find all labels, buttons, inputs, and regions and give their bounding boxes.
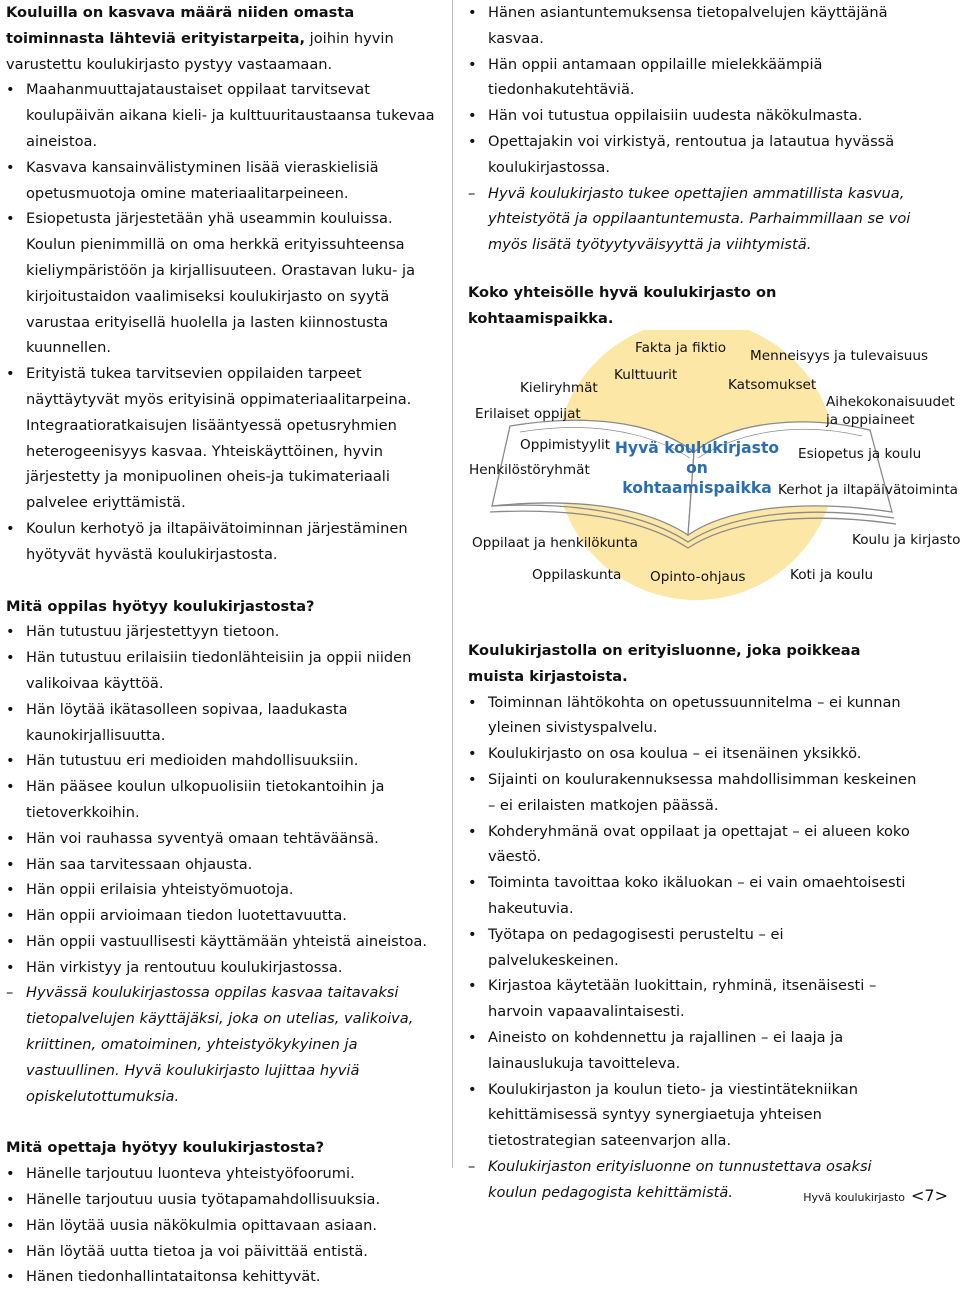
teacher-benefits-list [6, 1161, 444, 1290]
list-item: • Hän löytää ikätasolleen sopivaa, laadukasta kaunokirjallisuutta. [6, 697, 444, 749]
list-item: • Hän oppii antamaan oppilaille mielekkäämpiä tiedonhakutehtäviä. [468, 52, 918, 104]
footer-title: Hyvä koulukirjasto [803, 1191, 905, 1204]
list-item: • Erityistä tukea tarvitsevien oppilaiden tarpeet näyttäytyvät myös erityisinä oppimateriaalitarpeina. Integraatioratkaisujen lisääntyessä opetusryhmien heterogeenisyys kasvaa. Yhteiskäyttöinen, hyvin järjestetty ja monipuolinen oheis-ja tukimateriaali palvelee eriyttämistä. [6, 361, 444, 516]
list-item: • Hänelle tarjoutuu uusia työtapamahdollisuuksia. [6, 1187, 444, 1213]
label-kieliryhmat: Kieliryhmät [520, 380, 598, 396]
special-heading: Koulukirjastolla on erityisluonne, joka poikkeaa muista kirjastoista. [468, 642, 861, 685]
label-katsomukset: Katsomukset [728, 377, 817, 393]
list-item: • Hän pääsee koulun ulkopuolisiin tietokantoihin ja tietoverkkoihin. [6, 774, 444, 826]
teacher-heading: Mitä opettaja hyötyy koulukirjastosta? [6, 1139, 325, 1157]
list-item: • Hän tutustuu järjestettyyn tietoon. [6, 619, 444, 645]
list-item: • Hänen tiedonhallintataitonsa kehittyvät. [6, 1264, 444, 1290]
label-koti: Koti ja koulu [790, 567, 874, 583]
label-oppiaineet: ja oppiaineet [826, 412, 915, 428]
column-divider [452, 0, 453, 1168]
label-oppilaat: Oppilaat ja henkilökunta [472, 535, 638, 551]
list-item: • Hän tutustuu eri medioiden mahdollisuuksiin. [6, 748, 444, 774]
label-kerhot: Kerhot ja iltapäivätoiminta [778, 482, 959, 498]
list-item: • Koulun kerhotyö ja iltapäivätoiminnan järjestäminen hyötyvät hyvästä koulukirjastosta. [6, 516, 444, 568]
intro-paragraph [6, 0, 444, 77]
right-column-top [468, 0, 918, 332]
list-item: • Hän voi rauhassa syventyä omaan tehtäväänsä. [6, 826, 444, 852]
list-item: • Hän tutustuu erilaisiin tiedonlähteisiin ja oppii niiden valikoivaa käyttöä. [6, 645, 444, 697]
list-item: • Toiminta tavoittaa koko ikäluokan – ei vain omaehtoisesti hakeutuvia. [468, 870, 918, 922]
teacher-summary: – Hyvä koulukirjasto tukee opettajien ammatillista kasvua, yhteistyötä ja oppilaantuntemusta. Parhaimmillaan se voi myös lisätä työtyytyväisyyttä ja viihtymistä. [468, 181, 918, 258]
label-kulttuurit: Kulttuurit [614, 367, 678, 383]
list-item: • Sijainti on koulurakennuksessa mahdollisimman keskeinen – ei erilaisten matkojen päässä. [468, 767, 918, 819]
pupil-heading: Mitä oppilas hyötyy koulukirjastosta? [6, 597, 315, 615]
list-item: • Esiopetusta järjestetään yhä useammin kouluissa. Koulun pienimmillä on oma herkkä erityissuhteensa kieliympäristöön ja kirjallisuuteen. Orastavan luku- ja kirjoitustaidon vaalimiseksi koulukirjasto on syytä varustaa erityisellä huolella ja lasten kiinnostusta kuunnellen. [6, 206, 444, 361]
label-erilaiset: Erilaiset oppijat [475, 406, 581, 422]
label-henkilosto: Henkilöstöryhmät [469, 462, 590, 478]
list-item: • Hän oppii arvioimaan tiedon luotettavuutta. [6, 903, 444, 929]
list-item: • Työtapa on pedagogisesti perusteltu – ei palvelukeskeinen. [468, 922, 918, 974]
label-menneisyys: Menneisyys ja tulevaisuus [750, 348, 929, 364]
list-item: • Koulukirjaston ja koulun tieto- ja viestintätekniikan kehittämisessä syntyy synergiaetuja yhteisen tietostrategian sateenvarjon alla. [468, 1077, 918, 1154]
list-item: • Hän voi tutustua oppilaisiin uudesta näkökulmasta. [468, 103, 918, 129]
list-item: • Opettajakin voi virkistyä, rentoutua ja latautua hyvässä koulukirjastossa. [468, 129, 918, 181]
list-item: • Maahanmuuttajataustaiset oppilaat tarvitsevat koulupäivän aikana kieli- ja kulttuuritaustaansa tukevaa aineistoa. [6, 77, 444, 154]
right-column-bottom [468, 638, 918, 1206]
diagram-heading: Koko yhteisölle hyvä koulukirjasto on kohtaamispaikka. [468, 283, 777, 327]
list-item: • Hän saa tarvitessaan ohjausta. [6, 852, 444, 878]
list-item: • Aineisto on kohdennettu ja rajallinen – ei laaja ja lainauslukuja tavoitteleva. [468, 1025, 918, 1077]
list-item: • Koulukirjasto on osa koulua – ei itsenäinen yksikkö. [468, 741, 918, 767]
list-item: • Hänen asiantuntemuksensa tietopalvelujen käyttäjänä kasvaa. [468, 0, 918, 52]
list-item: • Hän löytää uutta tietoa ja voi päivittää entistä. [6, 1239, 444, 1265]
special-summary: – Koulukirjaston erityisluonne on tunnustettava osaksi koulun pedagogista kehittämistä. [468, 1154, 918, 1206]
list-item: • Kirjastoa käytetään luokittain, ryhminä, itsenäisesti – harvoin vapaavalintaisesti. [468, 973, 918, 1025]
list-item: • Hän oppii erilaisia yhteistyömuotoja. [6, 877, 444, 903]
page-footer [803, 1186, 948, 1205]
label-fakta: Fakta ja fiktio [635, 340, 727, 356]
list-item: • Kohderyhmänä ovat oppilaat ja opettajat – ei alueen koko väestö. [468, 819, 918, 871]
label-oppimistyylit: Oppimistyylit [520, 437, 611, 453]
teacher-benefits-list-cont [468, 0, 918, 258]
list-item: • Hän löytää uusia näkökulmia opittavaan asiaan. [6, 1213, 444, 1239]
list-item: • Hänelle tarjoutuu luonteva yhteistyöfoorumi. [6, 1161, 444, 1187]
label-aihekokonaisuudet: Aihekokonaisuudet [826, 394, 955, 410]
label-oppilaskunta: Oppilaskunta [532, 567, 622, 583]
list-item: • Hän virkistyy ja rentoutuu koulukirjastossa. [6, 955, 444, 981]
label-koulu-kirjasto: Koulu ja kirjasto [852, 532, 960, 548]
pupil-benefits-list [6, 619, 444, 1109]
list-item: • Hän oppii vastuullisesti käyttämään yhteistä aineistoa. [6, 929, 444, 955]
center-line-1: Hyvä koulukirjasto [614, 439, 780, 457]
label-opinto: Opinto-ohjaus [650, 569, 746, 585]
label-esiopetus: Esiopetus ja koulu [798, 446, 922, 462]
intro-lead: Kouluilla on kasvava määrä niiden omasta toiminnasta lähteviä erityistarpeita, [6, 4, 355, 47]
diagram-center-title [612, 438, 782, 498]
special-character-list [468, 690, 918, 1206]
list-item: • Kasvava kansainvälistyminen lisää vieraskielisiä opetusmuotoja omine materiaalitarpeineen. [6, 155, 444, 207]
meeting-place-diagram [462, 330, 960, 600]
special-needs-list [6, 77, 444, 567]
intro-rest: joihin hyvin varustettu koulukirjasto pystyy vastaamaan. [6, 29, 394, 73]
page-number: <7> [911, 1186, 948, 1205]
left-column [6, 0, 444, 1290]
list-item: • Toiminnan lähtökohta on opetussuunnitelma – ei kunnan yleinen sivistyspalvelu. [468, 690, 918, 742]
pupil-summary: – Hyvässä koulukirjastossa oppilas kasvaa taitavaksi tietopalvelujen käyttäjäksi, joka on utelias, valikoiva, kriittinen, omatoiminen, yhteistyökykyinen ja vastuullinen. Hyvä koulukirjasto lujittaa hyviä opiskelutottumuksia. [6, 980, 444, 1109]
center-line-2: on kohtaamispaikka [622, 459, 772, 497]
